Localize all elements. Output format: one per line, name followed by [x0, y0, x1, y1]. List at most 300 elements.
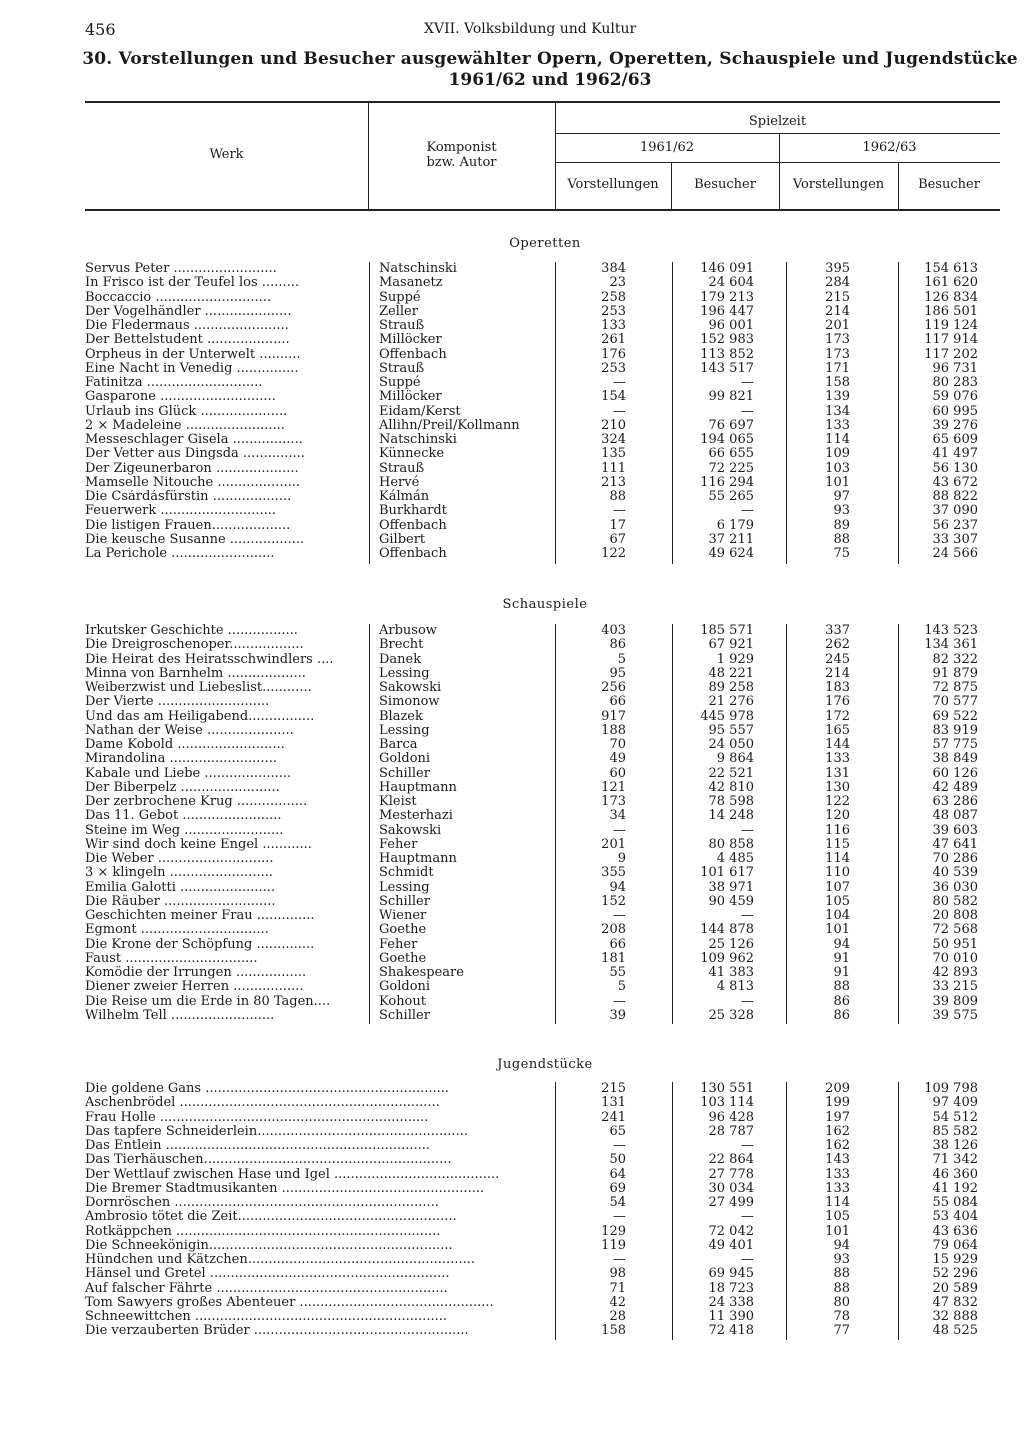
- werk-cell: Das Entlein ................................................................: [85, 1139, 431, 1153]
- vorstellungen-1961-cell: —: [613, 993, 626, 1009]
- col-header-season1: 1961/62: [639, 140, 694, 155]
- vorstellungen-1962-cell: 78: [833, 1309, 850, 1324]
- table-row: [0, 781, 1024, 795]
- vorstellungen-1962-cell: 93: [833, 1252, 850, 1267]
- besucher-1961-cell: 18 723: [708, 1280, 754, 1296]
- table-row: [0, 1310, 1024, 1324]
- author-cell: Natschinski: [379, 432, 457, 447]
- besucher-1962-cell: 47 832: [932, 1294, 978, 1310]
- table-row: [0, 462, 1024, 476]
- author-cell: Lessing: [379, 879, 430, 895]
- besucher-1962-cell: 88 822: [932, 489, 978, 504]
- author-cell: Millöcker: [379, 332, 442, 348]
- besucher-1961-cell: 72 042: [708, 1223, 754, 1239]
- vorstellungen-1961-cell: 181: [601, 950, 626, 966]
- besucher-1961-cell: 55 265: [708, 489, 754, 504]
- vorstellungen-1962-cell: 77: [833, 1323, 850, 1339]
- author-cell: Schiller: [379, 765, 430, 781]
- werk-cell: In Frisco ist der Teufel los .........: [85, 276, 299, 291]
- author-cell: Offenbach: [379, 546, 447, 561]
- besucher-1961-cell: 1 929: [716, 651, 754, 667]
- table-row: [0, 376, 1024, 390]
- besucher-1962-cell: 117 914: [924, 332, 978, 348]
- author-cell: Offenbach: [379, 517, 447, 533]
- besucher-1961-cell: 48 221: [708, 665, 754, 681]
- vorstellungen-1961-cell: —: [613, 822, 626, 838]
- besucher-1962-cell: 48 087: [932, 808, 978, 824]
- author-cell: Burkhardt: [379, 503, 447, 519]
- vorstellungen-1961-cell: —: [613, 908, 626, 923]
- table-row: [0, 1009, 1024, 1023]
- table-row: [0, 533, 1024, 547]
- besucher-1961-cell: 78 598: [708, 794, 754, 809]
- besucher-1961-cell: 37 211: [708, 531, 754, 547]
- table-row: [0, 852, 1024, 866]
- vorstellungen-1962-cell: 199: [825, 1095, 850, 1111]
- vorstellungen-1962-cell: 158: [825, 375, 850, 390]
- besucher-1962-cell: 39 575: [932, 1007, 978, 1023]
- table-row: [0, 724, 1024, 738]
- besucher-1962-cell: 126 834: [924, 289, 978, 305]
- besucher-1961-cell: 99 821: [708, 389, 754, 405]
- vorstellungen-1962-cell: 165: [825, 722, 850, 738]
- vorstellungen-1961-cell: 173: [601, 794, 626, 809]
- table-row: [0, 1125, 1024, 1139]
- besucher-1961-cell: —: [741, 375, 754, 390]
- table-title-years: 1961/62 und 1962/63: [448, 70, 652, 90]
- vorstellungen-1961-cell: 111: [601, 460, 626, 476]
- author-cell: Hauptmann: [379, 851, 457, 866]
- author-cell: Sakowski: [379, 822, 442, 838]
- werk-cell: Mirandolina ..........................: [85, 752, 277, 767]
- table-row: [0, 624, 1024, 638]
- table-row: [0, 1225, 1024, 1239]
- werk-cell: Die Csárdásfürstin ...................: [85, 490, 292, 504]
- besucher-1962-cell: 54 512: [932, 1109, 978, 1125]
- besucher-1962-cell: 56 130: [932, 460, 978, 476]
- besucher-1961-cell: 49 401: [708, 1237, 754, 1253]
- werk-cell: Eine Nacht in Venedig ...............: [85, 361, 299, 376]
- author-cell: Masanetz: [379, 275, 443, 291]
- author-cell: Natschinski: [379, 261, 457, 276]
- author-cell: Kleist: [379, 794, 417, 809]
- vorstellungen-1961-cell: 88: [609, 489, 626, 504]
- table-row: [0, 1196, 1024, 1210]
- vorstellungen-1961-cell: 324: [601, 432, 626, 447]
- werk-cell: Das tapfere Schneiderlein...................................................: [85, 1124, 468, 1139]
- werk-cell: Wilhelm Tell .........................: [85, 1008, 275, 1023]
- besucher-1962-cell: 41 497: [932, 446, 978, 462]
- table-row: [0, 319, 1024, 333]
- besucher-1961-cell: 24 338: [708, 1294, 754, 1310]
- besucher-1962-cell: 38 126: [932, 1138, 978, 1153]
- besucher-1961-cell: 24 050: [708, 737, 754, 752]
- besucher-1962-cell: 39 603: [932, 822, 978, 838]
- table-row: [0, 276, 1024, 290]
- author-cell: Millöcker: [379, 389, 442, 405]
- vorstellungen-1962-cell: 103: [825, 460, 850, 476]
- table-row: [0, 348, 1024, 362]
- besucher-1961-cell: 95 557: [708, 722, 754, 738]
- werk-cell: Der Vierte ...........................: [85, 695, 270, 710]
- werk-cell: Die Weber ............................: [85, 852, 274, 866]
- vorstellungen-1961-cell: 42: [609, 1294, 626, 1310]
- vorstellungen-1962-cell: 101: [825, 474, 850, 490]
- besucher-1962-cell: 161 620: [924, 275, 978, 291]
- vorstellungen-1962-cell: 86: [833, 993, 850, 1009]
- besucher-1961-cell: 42 810: [708, 779, 754, 795]
- vorstellungen-1962-cell: 114: [825, 1195, 850, 1210]
- werk-cell: Feuerwerk ............................: [85, 504, 277, 519]
- vorstellungen-1961-cell: 176: [601, 346, 626, 362]
- werk-cell: Die Reise um die Erde in 80 Tagen....: [85, 994, 331, 1009]
- werk-cell: Komödie der Irrungen .................: [85, 966, 307, 980]
- besucher-1962-cell: 82 322: [932, 651, 978, 667]
- werk-cell: Servus Peter .........................: [85, 262, 277, 276]
- besucher-1962-cell: 154 613: [924, 261, 978, 276]
- vorstellungen-1962-cell: 94: [833, 1237, 850, 1253]
- vorstellungen-1961-cell: 66: [609, 936, 626, 952]
- besucher-1961-cell: 101 617: [700, 865, 754, 881]
- vorstellungen-1961-cell: 201: [601, 836, 626, 852]
- werk-cell: Irkutsker Geschichte .................: [85, 624, 298, 638]
- werk-cell: Die Krone der Schöpfung ..............: [85, 937, 315, 952]
- vorstellungen-1962-cell: 86: [833, 1007, 850, 1023]
- author-cell: Feher: [379, 936, 418, 952]
- author-cell: Hervé: [379, 474, 420, 490]
- table-row: [0, 923, 1024, 937]
- besucher-1962-cell: 56 237: [932, 517, 978, 533]
- besucher-1962-cell: 40 539: [932, 865, 978, 881]
- besucher-1962-cell: 70 010: [932, 950, 978, 966]
- vorstellungen-1961-cell: 256: [601, 680, 626, 695]
- vorstellungen-1961-cell: 98: [609, 1266, 626, 1282]
- table-row: [0, 653, 1024, 667]
- vorstellungen-1962-cell: 110: [825, 865, 850, 881]
- vorstellungen-1961-cell: 121: [601, 779, 626, 795]
- author-cell: Schiller: [379, 893, 430, 909]
- author-cell: Kohout: [379, 993, 426, 1009]
- vorstellungen-1962-cell: 97: [833, 489, 850, 504]
- author-cell: Goldoni: [379, 751, 431, 767]
- author-cell: Wiener: [379, 908, 427, 923]
- vorstellungen-1962-cell: 176: [825, 694, 850, 710]
- page-number: 456: [85, 20, 116, 39]
- besucher-1962-cell: 79 064: [932, 1237, 978, 1253]
- table-row: [0, 504, 1024, 518]
- table-row: [0, 1210, 1024, 1224]
- author-cell: Eidam/Kerst: [379, 403, 461, 419]
- werk-cell: Minna von Barnhelm ...................: [85, 666, 306, 681]
- besucher-1962-cell: 52 296: [932, 1266, 978, 1282]
- vorstellungen-1962-cell: 215: [825, 289, 850, 305]
- besucher-1961-cell: 27 499: [708, 1195, 754, 1210]
- vorstellungen-1961-cell: 49: [609, 751, 626, 767]
- vorstellungen-1962-cell: 133: [825, 1166, 850, 1182]
- besucher-1962-cell: 59 076: [932, 389, 978, 405]
- besucher-1962-cell: 48 525: [932, 1323, 978, 1339]
- werk-cell: Der Zigeunerbaron ....................: [85, 461, 299, 476]
- vorstellungen-1962-cell: 245: [825, 651, 850, 667]
- table-top-rule: [85, 101, 1000, 103]
- author-cell: Allihn/Preil/Kollmann: [379, 417, 520, 433]
- vorstellungen-1961-cell: —: [613, 503, 626, 519]
- besucher-1961-cell: 72 225: [708, 460, 754, 476]
- vorstellungen-1962-cell: 173: [825, 346, 850, 362]
- vorstellungen-1962-cell: 162: [825, 1138, 850, 1153]
- vorstellungen-1962-cell: 88: [833, 1280, 850, 1296]
- vorstellungen-1962-cell: 101: [825, 1223, 850, 1239]
- besucher-1962-cell: 143 523: [924, 623, 978, 638]
- table-row: [0, 333, 1024, 347]
- table-row: [0, 809, 1024, 823]
- author-cell: Mesterhazi: [379, 808, 453, 824]
- besucher-1962-cell: 70 577: [932, 694, 978, 710]
- besucher-1961-cell: 80 858: [708, 836, 754, 852]
- spielzeit-rule: [555, 133, 1000, 134]
- table-row: [0, 362, 1024, 376]
- besucher-1962-cell: 80 582: [932, 893, 978, 909]
- besucher-1961-cell: 103 114: [700, 1095, 754, 1111]
- table-row: [0, 767, 1024, 781]
- werk-cell: Das 11. Gebot ........................: [85, 809, 282, 824]
- besucher-1961-cell: 27 778: [708, 1166, 754, 1182]
- werk-cell: Der Vogelhändler .....................: [85, 304, 292, 319]
- table-row: [0, 667, 1024, 681]
- besucher-1962-cell: 33 307: [932, 531, 978, 547]
- author-cell: Arbusow: [379, 623, 437, 638]
- werk-cell: Ambrosio tötet die Zeit.....................................................: [85, 1210, 457, 1225]
- vorstellungen-1961-cell: —: [613, 375, 626, 390]
- besucher-1961-cell: 143 517: [700, 360, 754, 376]
- author-cell: Hauptmann: [379, 779, 457, 795]
- vorstellungen-1962-cell: 116: [825, 822, 850, 838]
- author-cell: Kálmán: [379, 489, 430, 504]
- vorstellungen-1961-cell: 261: [601, 332, 626, 348]
- vorstellungen-1961-cell: 119: [601, 1237, 626, 1253]
- besucher-1962-cell: 38 849: [932, 751, 978, 767]
- author-cell: Barca: [379, 737, 418, 752]
- table-row: [0, 1139, 1024, 1153]
- table-row: [0, 895, 1024, 909]
- vorstellungen-1961-cell: 122: [601, 546, 626, 561]
- table-row: [0, 1111, 1024, 1125]
- table-row: [0, 1182, 1024, 1196]
- table-row: [0, 966, 1024, 980]
- besucher-1962-cell: 72 875: [932, 680, 978, 695]
- vorstellungen-1961-cell: 258: [601, 289, 626, 305]
- besucher-1961-cell: —: [741, 403, 754, 419]
- werk-cell: 3 × klingeln .........................: [85, 866, 273, 881]
- vorstellungen-1961-cell: 95: [609, 665, 626, 681]
- vorstellungen-1962-cell: 80: [833, 1294, 850, 1310]
- vorstellungen-1961-cell: 208: [601, 922, 626, 938]
- author-cell: Brecht: [379, 637, 424, 653]
- table-row: [0, 909, 1024, 923]
- besucher-1961-cell: 144 878: [700, 922, 754, 938]
- vorstellungen-1961-cell: —: [613, 1138, 626, 1153]
- besucher-1962-cell: 69 522: [932, 708, 978, 724]
- vorstellungen-1962-cell: 88: [833, 979, 850, 995]
- besucher-1961-cell: —: [741, 1138, 754, 1153]
- besucher-1962-cell: 42 489: [932, 779, 978, 795]
- werk-cell: Die Heirat des Heiratsschwindlers ....: [85, 652, 334, 667]
- werk-cell: Schneewittchen .............................................................: [85, 1310, 447, 1324]
- besucher-1962-cell: 72 568: [932, 922, 978, 938]
- vorstellungen-1962-cell: 214: [825, 303, 850, 319]
- table-row: [0, 881, 1024, 895]
- vorstellungen-1961-cell: 403: [601, 623, 626, 638]
- vorstellungen-1962-cell: 209: [825, 1081, 850, 1096]
- vorstellungen-1962-cell: 122: [825, 794, 850, 809]
- vorstellungen-1961-cell: —: [613, 1209, 626, 1225]
- werk-cell: Emilia Galotti .......................: [85, 880, 276, 895]
- besucher-1961-cell: 185 571: [700, 623, 754, 638]
- table-row: [0, 866, 1024, 880]
- vorstellungen-1961-cell: 241: [601, 1109, 626, 1125]
- vorstellungen-1962-cell: 143: [825, 1152, 850, 1168]
- table-row: [0, 952, 1024, 966]
- vorstellungen-1962-cell: 101: [825, 922, 850, 938]
- besucher-1961-cell: 24 604: [708, 275, 754, 291]
- werk-cell: 2 × Madeleine ........................: [85, 418, 285, 433]
- author-cell: Suppé: [379, 375, 421, 390]
- author-cell: Schmidt: [379, 865, 434, 881]
- werk-cell: Tom Sawyers großes Abenteuer ...............................................: [85, 1295, 494, 1310]
- table-row: [0, 980, 1024, 994]
- vorstellungen-1962-cell: 133: [825, 1180, 850, 1196]
- author-cell: Strauß: [379, 460, 425, 476]
- vorstellungen-1962-cell: 93: [833, 503, 850, 519]
- vorstellungen-1962-cell: 201: [825, 318, 850, 333]
- vorstellungen-1962-cell: 139: [825, 389, 850, 405]
- table-row: [0, 1096, 1024, 1110]
- table-row: [0, 262, 1024, 276]
- besucher-1962-cell: 117 202: [924, 346, 978, 362]
- table-title: 30. Vorstellungen und Besucher ausgewählter Opern, Operetten, Schauspiele und Jugendstücke: [82, 49, 1018, 69]
- besucher-1962-cell: 43 636: [932, 1223, 978, 1239]
- besucher-1962-cell: 85 582: [932, 1123, 978, 1139]
- table-row: [0, 695, 1024, 709]
- vorstellungen-1961-cell: 17: [609, 517, 626, 533]
- werk-cell: Die verzauberten Brüder ....................................................: [85, 1324, 469, 1339]
- werk-cell: Steine im Weg ........................: [85, 823, 284, 838]
- besucher-1961-cell: —: [741, 503, 754, 519]
- vorstellungen-1961-cell: 64: [609, 1166, 626, 1182]
- vorstellungen-1962-cell: 120: [825, 808, 850, 824]
- vorstellungen-1962-cell: 162: [825, 1123, 850, 1139]
- table-row: [0, 405, 1024, 419]
- besucher-1961-cell: 179 213: [700, 289, 754, 305]
- werk-cell: Boccaccio ............................: [85, 290, 272, 305]
- besucher-1962-cell: 63 286: [932, 794, 978, 809]
- author-cell: Danek: [379, 651, 422, 667]
- werk-cell: Rotkäppchen ................................................................: [85, 1224, 441, 1239]
- table-row: [0, 938, 1024, 952]
- werk-cell: Der zerbrochene Krug .................: [85, 795, 308, 809]
- besucher-1962-cell: 91 879: [932, 665, 978, 681]
- werk-cell: Diener zweier Herren .................: [85, 980, 304, 995]
- vorstellungen-1961-cell: 50: [609, 1152, 626, 1168]
- besucher-1962-cell: 37 090: [932, 503, 978, 519]
- vorstellungen-1962-cell: 115: [825, 836, 850, 852]
- vorstellungen-1961-cell: —: [613, 1252, 626, 1267]
- werk-cell: Egmont ...............................: [85, 923, 269, 938]
- vorstellungen-1961-cell: 66: [609, 694, 626, 710]
- vorstellungen-1962-cell: 133: [825, 751, 850, 767]
- besucher-1961-cell: 4 813: [716, 979, 754, 995]
- besucher-1961-cell: 25 328: [708, 1007, 754, 1023]
- vorstellungen-1961-cell: 5: [617, 651, 626, 667]
- besucher-1961-cell: 30 034: [708, 1180, 754, 1196]
- col-header-besucher1: Besucher: [694, 177, 756, 192]
- besucher-1962-cell: 24 566: [932, 546, 978, 561]
- table-row: [0, 838, 1024, 852]
- table-row: [0, 1168, 1024, 1182]
- table-row: [0, 1282, 1024, 1296]
- col-header-komponist: Komponist: [426, 140, 497, 155]
- table-row: [0, 490, 1024, 504]
- author-cell: Goethe: [379, 922, 427, 938]
- werk-cell: Messeschlager Gisela .................: [85, 433, 303, 447]
- vorstellungen-1961-cell: 210: [601, 417, 626, 433]
- vorstellungen-1962-cell: 89: [833, 517, 850, 533]
- besucher-1962-cell: 50 951: [932, 936, 978, 952]
- besucher-1962-cell: 83 919: [932, 722, 978, 738]
- werk-cell: Die listigen Frauen...................: [85, 518, 291, 533]
- werk-cell: Die goldene Gans ...........................................................: [85, 1082, 450, 1096]
- werk-cell: Mamselle Nitouche ....................: [85, 475, 300, 490]
- besucher-1961-cell: —: [741, 1252, 754, 1267]
- vorstellungen-1961-cell: 188: [601, 722, 626, 738]
- besucher-1961-cell: 445 978: [700, 708, 754, 724]
- table-row: [0, 476, 1024, 490]
- besucher-1961-cell: 196 447: [700, 303, 754, 319]
- besucher-1962-cell: 46 360: [932, 1166, 978, 1182]
- author-cell: Simonow: [379, 694, 440, 710]
- werk-cell: Faust ................................: [85, 951, 258, 966]
- besucher-1962-cell: 39 809: [932, 993, 978, 1009]
- vorstellungen-1962-cell: 173: [825, 332, 850, 348]
- vorstellungen-1962-cell: 130: [825, 779, 850, 795]
- vorstellungen-1961-cell: 34: [609, 808, 626, 824]
- besucher-1962-cell: 119 124: [924, 318, 978, 333]
- besucher-1961-cell: 152 983: [700, 332, 754, 348]
- werk-cell: Aschenbrödel ...............................................................: [85, 1096, 440, 1111]
- author-cell: Lessing: [379, 665, 430, 681]
- besucher-1961-cell: 4 485: [716, 851, 754, 866]
- besucher-1961-cell: 9 864: [716, 751, 754, 767]
- vorstellungen-1961-cell: 213: [601, 474, 626, 490]
- table-row: [0, 752, 1024, 766]
- vorstellungen-1962-cell: 172: [825, 708, 850, 724]
- vorstellungen-1962-cell: 134: [825, 403, 850, 419]
- werk-cell: La Perichole .........................: [85, 547, 275, 561]
- besucher-1961-cell: 22 521: [708, 765, 754, 781]
- vorstellungen-1962-cell: 131: [825, 765, 850, 781]
- col-header-besucher2: Besucher: [918, 177, 980, 192]
- werk-cell: Der Wettlauf zwischen Hase und Igel ........................................: [85, 1167, 500, 1182]
- vorstellungen-1961-cell: 135: [601, 446, 626, 462]
- table-row: [0, 1082, 1024, 1096]
- vorstellungen-1962-cell: 94: [833, 936, 850, 952]
- vorstellungen-1961-cell: 215: [601, 1081, 626, 1096]
- besucher-1962-cell: 71 342: [932, 1152, 978, 1168]
- vorstellungen-1961-cell: 60: [609, 765, 626, 781]
- besucher-1962-cell: 65 609: [932, 432, 978, 447]
- vorstellungen-1962-cell: 197: [825, 1109, 850, 1125]
- besucher-1961-cell: 25 126: [708, 936, 754, 952]
